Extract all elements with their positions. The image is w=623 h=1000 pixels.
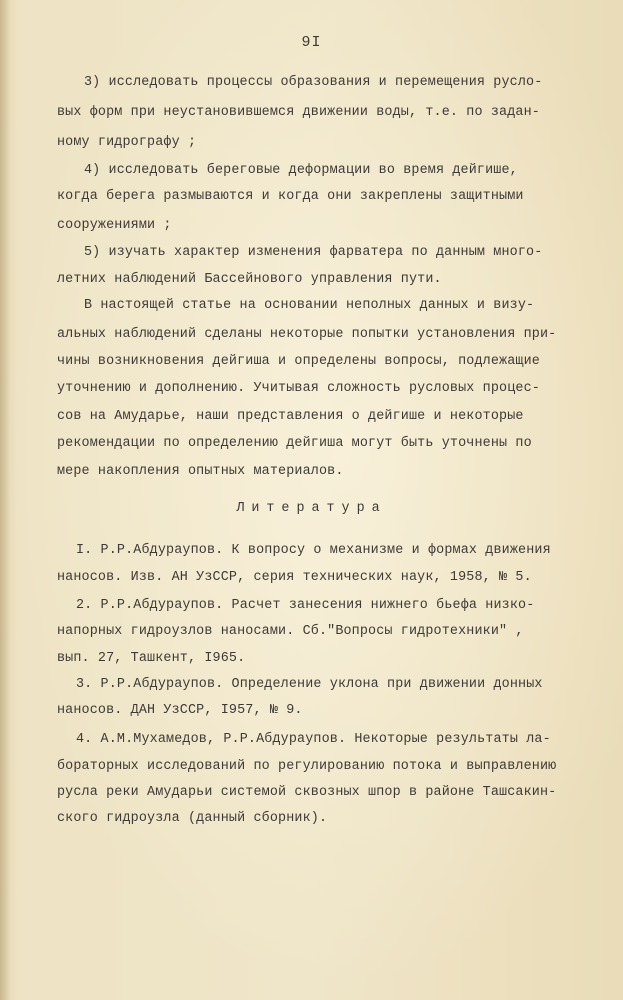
body-line: В настоящей статье на основании неполных данных и визу- [84,298,535,313]
reference-line: наносов. Изв. АН УзССР, серия технических наук, 1958, № 5. [57,570,532,585]
reference-line: наносов. ДАН УзССР, I957, № 9. [57,703,303,718]
body-line: когда берега размываются и когда они закреплены защитными [57,189,524,204]
reference-line: вып. 27, Ташкент, I965. [57,651,246,666]
reference-line: бораторных исследований по регулированию потока и выправлению [57,759,557,774]
body-line: альных наблюдений сделаны некоторые попытки установления при- [57,327,557,342]
body-line: летних наблюдений Бассейнового управления пути. [57,272,442,287]
body-line: 4) исследовать береговые деформации во время дейгише, [84,163,518,178]
body-line: вых форм при неустановившемся движении воды, т.е. по задан- [57,105,540,120]
reference-line: I. Р.Р.Абдураупов. К вопросу о механизме и формах движения [76,543,551,558]
reference-line: 4. А.М.Мухамедов, Р.Р.Абдураупов. Некоторые результаты ла- [76,732,551,747]
body-line: 5) изучать характер изменения фарватера по данным много- [84,245,543,260]
reference-line: русла реки Амударьи системой сквозных шпор в районе Ташсакин- [57,785,557,800]
body-line: мере накопления опытных материалов. [57,464,344,479]
body-line: сооружениями ; [57,218,172,233]
body-line: рекомендации по определению дейгиша могут быть уточнены по [57,436,532,451]
reference-line: ского гидроузла (данный сборник). [57,811,328,826]
reference-line: 3. Р.Р.Абдураупов. Определение уклона при движении донных [76,677,543,692]
reference-line: напорных гидроузлов наносами. Сб."Вопросы гидротехники" , [57,624,524,639]
page-number: 9I [301,34,322,51]
body-line: сов на Амударье, наши представления о дейгише и некоторые [57,409,524,424]
body-line: чины возникновения дейгиша и определены вопросы, подлежащие [57,354,540,369]
body-line: уточнению и дополнению. Учитывая сложность русловых процес- [57,381,540,396]
references-heading: Литература [236,501,387,516]
reference-line: 2. Р.Р.Абдураупов. Расчет занесения нижнего бьефа низко- [76,598,535,613]
body-line: 3) исследовать процессы образования и перемещения русло- [84,75,543,90]
body-line: ному гидрографу ; [57,135,197,150]
